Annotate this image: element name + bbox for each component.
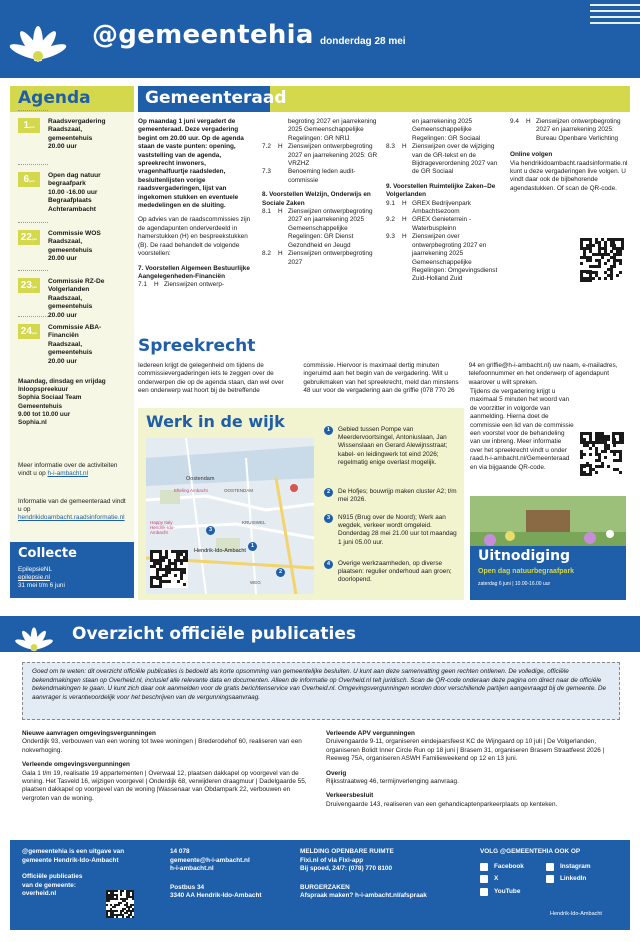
item-number: 9.2: [386, 216, 395, 224]
inloop-line: Maandag, dinsdag en vrijdag: [18, 378, 106, 385]
publication-heading: Verleende APV vergunningen: [326, 730, 415, 737]
raad-intro: Op maandag 1 juni vergadert de gemeenteraad. Deze vergadering begint om 20.00 uur. Op de agenda staan de vaste punten: opening, vaststelling van de agenda, spreekrecht inwoners, vragenhalfuurtje raadsleden, besluitenlijsten vorige raadsvergaderingen, lijst van ingekomen stukken en eventuele mededelingen en de sluiting.: [138, 118, 244, 210]
footer-heading: MELDING OPENBARE RUIMTE: [300, 848, 394, 855]
agenda-item-text: [48, 118, 132, 152]
footer-line: @gemeentehia is een uitgave van: [22, 848, 125, 855]
item-type: H: [402, 143, 407, 151]
instagram-icon: [546, 863, 554, 871]
item-number: 7.1: [138, 281, 147, 289]
footer-col-4: [480, 848, 620, 917]
raad-title: Gemeenteraad: [145, 88, 287, 108]
map-label: Efteling Ambacht: [174, 488, 208, 493]
item-description: GREX Genieterrein - Waterbuspleinn: [412, 216, 471, 232]
footer: [10, 840, 630, 930]
agenda-item-line: gemeentehuis: [48, 303, 93, 311]
wijk-item-text: Gebied tussen Pompe van Meerdervoortsingel, Antoniuslaan, Jan Wissenslaan en Gerard Alewijnsstraat; kabel- en leidingwerk tot eind 2026; regelmatig enige overlast mogelijk.: [338, 426, 448, 466]
publications-left: [22, 730, 312, 809]
agenda-item-line: Begraafplaats: [48, 197, 92, 205]
online-title: Online volgen: [510, 151, 553, 159]
activities-link[interactable]: h-i-ambacht.nl: [47, 470, 88, 478]
instagram-link[interactable]: [546, 863, 612, 872]
agenda-date-badge: [18, 172, 40, 187]
x-link[interactable]: [480, 875, 546, 884]
map-label: WEG: [250, 580, 261, 585]
section-9-heading: 9. Voorstellen Ruimtelijke Zaken–De Volgerlanden: [386, 182, 496, 199]
publication-text: Druivengaarde 9-11, organiseren eindejaarsfeest KC de Wijngaard op 10 juli | De Volgerlanden, organiseren Bolidt Inner Circle Run op 18 juni | Brasem 31, organiseren Brasem Straatfeest 2026 | Reeweg 75A, organiseren ASWH Familieweekend op 12 en 13 juni.: [326, 738, 605, 763]
item-number: 7.2: [262, 143, 271, 151]
qr-code-wijk[interactable]: [150, 550, 188, 588]
social-label: LinkedIn: [560, 875, 587, 883]
agenda-item-title: Commissie WOS: [48, 230, 101, 237]
online-text: Via hendrikidoambacht.raadsinformatie.nl kunt u deze vergaderingen live volgen. U vindt daar ook de bijbehorende agendastukken. Of scan de QR-code.: [510, 159, 628, 192]
agenda-item-line: Achterambacht: [48, 205, 97, 213]
item-description: Zienswijzen ontwerpbegroting 2027: [288, 250, 373, 266]
wijk-item-text: N915 (Brug over de Noord); Werk aan wegdek, verkeer wordt omgeleid. Donderdag 28 mei 21.00 uur tot maandag 1 juni 05.00 uur.: [338, 514, 457, 546]
agenda-item-row: [510, 118, 628, 143]
agenda-item-line: gemeentehuis: [48, 349, 93, 357]
agenda-item-row: [386, 200, 504, 217]
wijk-item-number: 3: [324, 514, 333, 523]
footer-line: 3340 AA Hendrik-Ido-Ambacht: [170, 892, 262, 900]
item-type: H: [278, 250, 283, 258]
map-label: OOSTENDAM: [224, 488, 254, 493]
agenda-month: juni: [29, 125, 35, 129]
item-type: H: [402, 199, 407, 207]
section-7-heading: 7. Voorstellen Algemeen Bestuurlijke Aangelegenheden-Financiën: [138, 264, 250, 280]
social-label: Facebook: [494, 862, 524, 870]
inloop-block: [18, 378, 130, 427]
agenda-date-badge: [18, 278, 40, 293]
section-8-heading: 8. Voorstellen Welzijn, Onderwijs en Sociale Zaken: [262, 191, 371, 207]
spreekrecht-body: Iedereen krijgt de gelegenheid om tijdens de commissievergaderingen iets te zeggen over de onderwerpen die op de agenda staan, dan wel over een onderwerp wat hoort bij de betreffende commissie. Hiervoor is maximaal dertig minuten ingeruimd aan het begin van de vergadering. Wilt u gebruikmaken van het spreekrecht, meld dan minstens 48 uur voor de vergadering aan de griffie (078 770 26 94 en griffie@h-i-ambacht.nl) uw naam, e-mailadres, telefoonnummer en het onderwerp of agendapunt waarover u wilt spreken.: [138, 362, 618, 395]
agenda-item-row: [262, 250, 380, 267]
agenda-month: juni: [31, 237, 38, 241]
raad-link[interactable]: hendrikidoambacht.raadsinformatie.nl: [18, 514, 125, 522]
agenda-item-line: gemeentehuis: [48, 134, 93, 142]
map-marker[interactable]: 1: [248, 542, 257, 551]
footer-line: Officiële publicaties: [22, 873, 83, 881]
facebook-icon: [480, 863, 488, 871]
item-number: 8.3: [386, 143, 395, 151]
inloop-line: Sophia Sociaal Team: [18, 394, 82, 402]
agenda-item-row: [386, 216, 504, 233]
collecte-link[interactable]: epilepsie.nl: [18, 574, 50, 581]
note-text: Meer informatie over de activiteiten vindt u op: [18, 462, 118, 478]
raad-intro-2: Op advies van de raadscommissies zijn de agendapunten onderverdeeld in hamerstukken (H) en bespreekstukken (B). De raad behandelt de volgende voorstellen:: [138, 216, 251, 258]
map-marker[interactable]: 2: [276, 568, 285, 577]
inloop-line: Gemeentehuis: [18, 402, 63, 410]
footer-col-2: [170, 848, 290, 901]
x-icon: [480, 875, 488, 883]
agenda-note-raad: [18, 498, 130, 523]
item-type: H: [402, 216, 407, 224]
tijdens-text: Tijdens de vergadering krijgt u maximaal 5 minuten het woord van de voorzitter in volgorde van aanmelding. Hierna doet de commissie een lid van de commissie een voorstel voor de behandeling van uw inbreng. Meer informatie over het spreekrecht vindt u onder raad.h-i-ambacht.nl/Gemeenteraad en via bijgaande QR-code.: [470, 388, 574, 471]
map-label: Happy Italy Hendrik-Ido-Ambacht: [150, 520, 175, 535]
footer-line: van de gemeente:: [22, 881, 76, 889]
agenda-day: 22: [20, 232, 32, 243]
item-type: [278, 168, 288, 185]
agenda-day: 6: [23, 174, 30, 185]
item-number: 9.1: [386, 199, 395, 207]
agenda-item-row: [386, 233, 504, 283]
agenda-item-title: Raadsvergadering: [48, 118, 106, 125]
agenda-date-badge: [18, 324, 40, 339]
agenda-item-line: 20.00 uur: [48, 357, 77, 365]
footer-email[interactable]: gemeente@h-i-ambacht.nl: [170, 856, 250, 864]
agenda-title: Agenda: [18, 88, 91, 108]
uitnodiging-date: zaterdag 6 juni | 10.00-16.00 uur: [478, 581, 551, 587]
item-number: 8.1: [262, 208, 271, 216]
collecte-dates: 31 mei t/m 6 juni: [18, 582, 65, 589]
overzicht-title: Overzicht officiële publicaties: [72, 624, 356, 644]
linkedin-link[interactable]: [546, 875, 612, 884]
publication-text: Onderdijk 93, verbouwen van een woning tot twee woningen | Brederodehof 60, realiseren van een nokverhoging.: [22, 738, 302, 754]
map-marker[interactable]: 3: [206, 526, 215, 535]
agenda-item-line: Raadszaal,: [48, 126, 83, 134]
agenda-item-title: Open dag natuur begraafpark: [48, 172, 101, 188]
uitnodiging-subtitle: Open dag natuurbegraafpark: [478, 568, 575, 575]
item-type: H: [278, 208, 283, 216]
wijk-item-text: De Hofjes; bouwrijp maken cluster A2; t/m mei 2026.: [338, 488, 457, 504]
agenda-month: juni: [31, 331, 38, 335]
agenda-note-activities: [18, 462, 130, 478]
agenda-item-line: Raadszaal,: [48, 294, 83, 302]
qr-code-overheid[interactable]: [106, 890, 134, 918]
agenda-item-row: [262, 143, 380, 168]
inloop-line: 9.00 tot 10.00 uur: [18, 410, 71, 418]
wijk-item-text: Overige werkzaamheden, op diverse plaatsen: regulier onderhoud aan groen; doorlopend.: [338, 560, 452, 584]
municipality-logo: Hendrik-Ido-Ambacht: [550, 911, 602, 917]
agenda-item-title: Commissie ABA-Financiën: [48, 324, 102, 340]
item-type: H: [402, 233, 407, 241]
footer-heading: VOLG @GEMEENTEHIA OOK OP: [480, 848, 581, 855]
site-title: @gemeentehia: [92, 20, 314, 50]
raad-col-1: [138, 118, 256, 290]
agenda-item-line: Raadszaal,: [48, 340, 83, 348]
agenda-item-text: [48, 172, 132, 214]
footer-col-3: [300, 848, 460, 901]
publication-heading: Overig: [326, 769, 347, 777]
map-label: Hendrik-Ido-Ambacht: [194, 548, 246, 554]
item-description: Benoeming leden audit-commissie: [288, 168, 356, 184]
item-description: GREX Bedrijvenpark Ambachtsezoom: [412, 199, 471, 216]
inloop-line: Inloopspreekuur: [18, 386, 69, 394]
publications-right: [326, 730, 618, 815]
publication-heading: Verleende omgevingsvergunningen: [22, 761, 130, 769]
agenda-day: 24: [20, 326, 32, 337]
youtube-icon: [480, 888, 488, 896]
agenda-item-line: 20.00 uur: [48, 143, 77, 151]
collecte-panel: [10, 542, 134, 598]
raad-col-4: [510, 118, 628, 193]
agenda-item-title: Commissie RZ-De Volgerlanden: [48, 278, 105, 294]
agenda-month: juni: [31, 285, 38, 289]
item-number: 8.2: [262, 250, 271, 258]
agenda-item-line: Raadszaal,: [48, 238, 83, 246]
item-type: H: [278, 143, 283, 151]
agenda-item-row: [262, 208, 380, 250]
wijk-map[interactable]: [146, 438, 314, 594]
agenda-item-line: 20.00 uur: [48, 255, 77, 263]
qr-code-spreekrecht[interactable]: [580, 432, 624, 476]
publication-heading: Verkeersbesluit: [326, 792, 374, 800]
agenda-day: 1: [23, 120, 30, 131]
footer-heading: BURGERZAKEN: [300, 883, 350, 891]
agenda-item-row: [262, 168, 380, 185]
publication-text: Druivengaarde 143, realiseren van een gehandicaptenparkeerplaats op kenteken.: [326, 800, 558, 808]
item-type: H: [154, 281, 159, 289]
social-label: Instagram: [560, 862, 591, 870]
wijk-item-number: 4: [324, 560, 333, 569]
publication-heading: Nieuwe aanvragen omgevingsvergunningen: [22, 730, 156, 737]
social-label: YouTube: [494, 887, 521, 895]
goed-om-te-weten-text: Goed om te weten: dit overzicht officiële publicaties is bedoeld als korte opsomming van gemeentelijke besluiten. U kunt aan deze samenvatting geen rechten ontlenen. De volledige, officiële bekendmakingen staan op Overheid.nl, inclusief alle relevante data en documenten. Alleen de informatie op Overheid.nl telt juridisch. Scan de QR-code onderaan deze pagina om direct naar de officiële bekendmakingen te gaan. U kunt zich daar ook aanmelden voor de gratis berichtenservice van Overheid.nl. Omgevingsvergunningen worden door verschillende partijen aangevraagd bij de gemeente. De aanvrager is verantwoordelijk voor het beschrijven van de vergunningsaanvraag.: [32, 668, 607, 701]
dotted-divider: [18, 222, 48, 227]
item-number: 9.3: [386, 233, 395, 241]
footer-line[interactable]: Fixi.nl of via Fixi-app: [300, 856, 364, 864]
stripes-decoration: [580, 0, 640, 30]
uitnodiging-title: Uitnodiging: [478, 548, 571, 564]
dotted-divider: [18, 270, 48, 275]
dotted-divider: [18, 110, 48, 115]
footer-line: Bij spoed, 24/7: (078) 770 8100: [300, 865, 393, 873]
item-type: H: [526, 118, 531, 125]
linkedin-icon: [546, 875, 554, 883]
wijk-item-number: 2: [324, 488, 333, 497]
footer-phone[interactable]: 14 078: [170, 848, 190, 855]
youtube-link[interactable]: [480, 888, 546, 897]
collecte-org: EpilepsieNL: [18, 566, 53, 573]
agenda-date-badge: [18, 118, 40, 133]
qr-code-raad[interactable]: [580, 238, 624, 282]
map-label: Oostendam: [186, 476, 215, 482]
item-description: Zienswijzen over de wijziging van de GR-tekst en de Bijdrageverordening 2027 van de GR Sociaal: [412, 143, 498, 176]
agenda-item-row: [386, 143, 504, 177]
raad-col-3: [386, 118, 504, 284]
item-description: Zienswijzen over ontwerpbegroting 2027 en jaarrekening 2025 Gemeenschappelijke Regelingen: Omgevingsdienst Zuid-Holland Zuid: [412, 233, 498, 283]
item-description: Zienswijzen ontwerpbegroting 2027 en jaarrekening 2025: Bureau Openbare Verlichting: [536, 118, 621, 142]
agenda-item-cont: en jaarrekening 2025 Gemeenschappelijke Regelingen: GR Sociaal: [412, 118, 481, 142]
agenda-item-text: [48, 324, 132, 366]
raad-col-2: [262, 118, 380, 267]
item-number: 7.3: [262, 168, 271, 176]
item-number: 9.4: [510, 118, 519, 125]
footer-line: gemeente Hendrik-Ido-Ambacht: [22, 856, 119, 864]
wijk-title: Werk in de wijk: [146, 412, 285, 431]
footer-line: Postbus 34: [170, 883, 205, 891]
agenda-date-badge: [18, 230, 40, 245]
social-label: X: [494, 875, 499, 883]
map-label: KRUISWEL: [242, 520, 266, 525]
agenda-item-text: [48, 230, 132, 264]
item-description: Zienswijzen ontwerpbegroting 2027 en jaarrekening 2025: GR VRZHZ: [288, 143, 378, 168]
spreekrecht-title: Spreekrecht: [138, 336, 256, 356]
item-description: Zienswijzen ontwerpbegroting 2027 en jaarrekening 2025 Gemeenschappelijke Regelingen: GR Dienst Gezondheid en Jeugd: [288, 208, 373, 249]
inloop-line: Sophia.nl: [18, 419, 47, 427]
agenda-item-cont: begroting 2027 en jaarrekening 2025 Gemeenschappelijke Regelingen: GR NRIJ: [288, 118, 377, 142]
footer-link[interactable]: Afspraak maken? h-i-ambacht.nl/afspraak: [300, 892, 427, 900]
agenda-item-line: gemeentehuis: [48, 246, 93, 254]
footer-link[interactable]: overheid.nl: [22, 890, 57, 898]
agenda-item-row: [138, 281, 256, 289]
publication-text: Rijksstraatweg 46, termijnverlenging aanvraag.: [326, 778, 459, 786]
facebook-link[interactable]: [480, 863, 546, 872]
note-text: Informatie van de gemeenteraad vindt u op: [18, 498, 126, 514]
agenda-day: 23: [20, 280, 32, 291]
publication-text: Gala 1 t/m 19, realisatie 19 appartementen | Overwaal 12, plaatsen dakkapel op voorgevel van de woning. Het Tasveld 16, wijzigen voorgevel | Onderdijk 68, verwijderen draagmuur | Dadelgaarde 55, plaatsen dakkapel op voorgevel van de woning |Wassenaar van Obdampark 22, verbouwen en vergroten van de woning.: [22, 769, 307, 802]
agenda-item-text: [48, 278, 132, 320]
dotted-divider: [18, 164, 48, 169]
collecte-title: Collecte: [18, 546, 77, 561]
dotted-divider: [18, 316, 48, 321]
wijk-item-number: 1: [324, 426, 333, 435]
agenda-item-line: 20.00 uur: [48, 311, 77, 319]
flower-logo-icon: [14, 614, 54, 654]
footer-website[interactable]: h-i-ambacht.nl: [170, 865, 214, 873]
agenda-item-line: 10.00 -16.00 uur: [48, 188, 98, 196]
flower-logo-icon: [8, 6, 68, 66]
item-description: Zienswijzen ontwerp-: [164, 281, 225, 289]
issue-date: donderdag 28 mei: [320, 36, 406, 47]
agenda-month: juni: [29, 179, 35, 183]
